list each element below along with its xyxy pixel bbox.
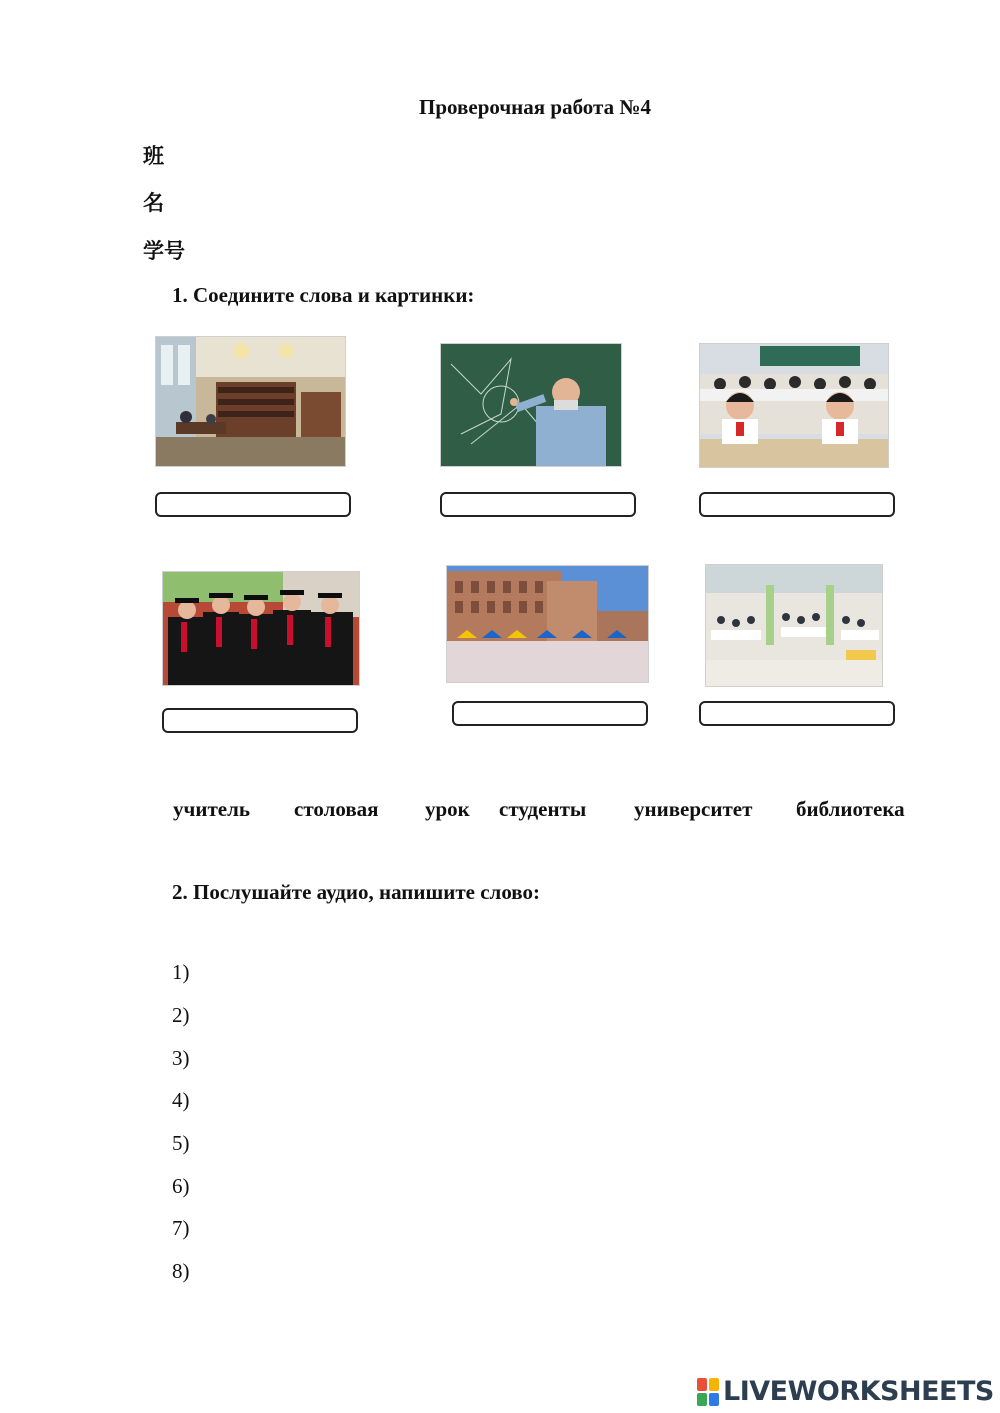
word-teacher[interactable]: учитель (173, 797, 250, 821)
library-photo (155, 336, 346, 467)
page-title: Проверочная работа №4 (419, 95, 651, 119)
canteen-photo (705, 564, 883, 687)
answer-box-4[interactable] (162, 708, 358, 733)
logo-text: LIVEWORKSHEETS (723, 1376, 994, 1407)
answer-box-6[interactable] (699, 701, 895, 726)
university-photo (446, 565, 649, 683)
logo-mark-icon (697, 1378, 719, 1406)
classroom-photo (699, 343, 889, 468)
item-number-7: 7) (172, 1216, 190, 1240)
graduates-photo (162, 571, 360, 686)
word-canteen[interactable]: столовая (294, 797, 379, 821)
teacher-photo (440, 343, 622, 467)
student-number-label: 学号 (143, 239, 185, 263)
name-label: 名 (143, 191, 164, 215)
task2-heading: 2. Послушайте аудио, напишите слово: (172, 880, 540, 904)
item-number-2: 2) (172, 1003, 190, 1027)
word-library[interactable]: библиотека (796, 797, 905, 821)
word-university[interactable]: университет (634, 797, 753, 821)
item-number-3: 3) (172, 1046, 190, 1070)
word-students[interactable]: студенты (499, 797, 587, 821)
answer-box-1[interactable] (155, 492, 351, 517)
item-number-5: 5) (172, 1131, 190, 1155)
item-number-1: 1) (172, 960, 190, 984)
task1-heading: 1. Соедините слова и картинки: (172, 283, 475, 307)
answer-box-5[interactable] (452, 701, 648, 726)
item-number-6: 6) (172, 1174, 190, 1198)
liveworksheets-logo (697, 1376, 994, 1407)
item-number-4: 4) (172, 1088, 190, 1112)
item-number-8: 8) (172, 1259, 190, 1283)
answer-box-3[interactable] (699, 492, 895, 517)
answer-box-2[interactable] (440, 492, 636, 517)
word-lesson[interactable]: урок (425, 797, 470, 821)
class-label: 班 (143, 144, 164, 168)
